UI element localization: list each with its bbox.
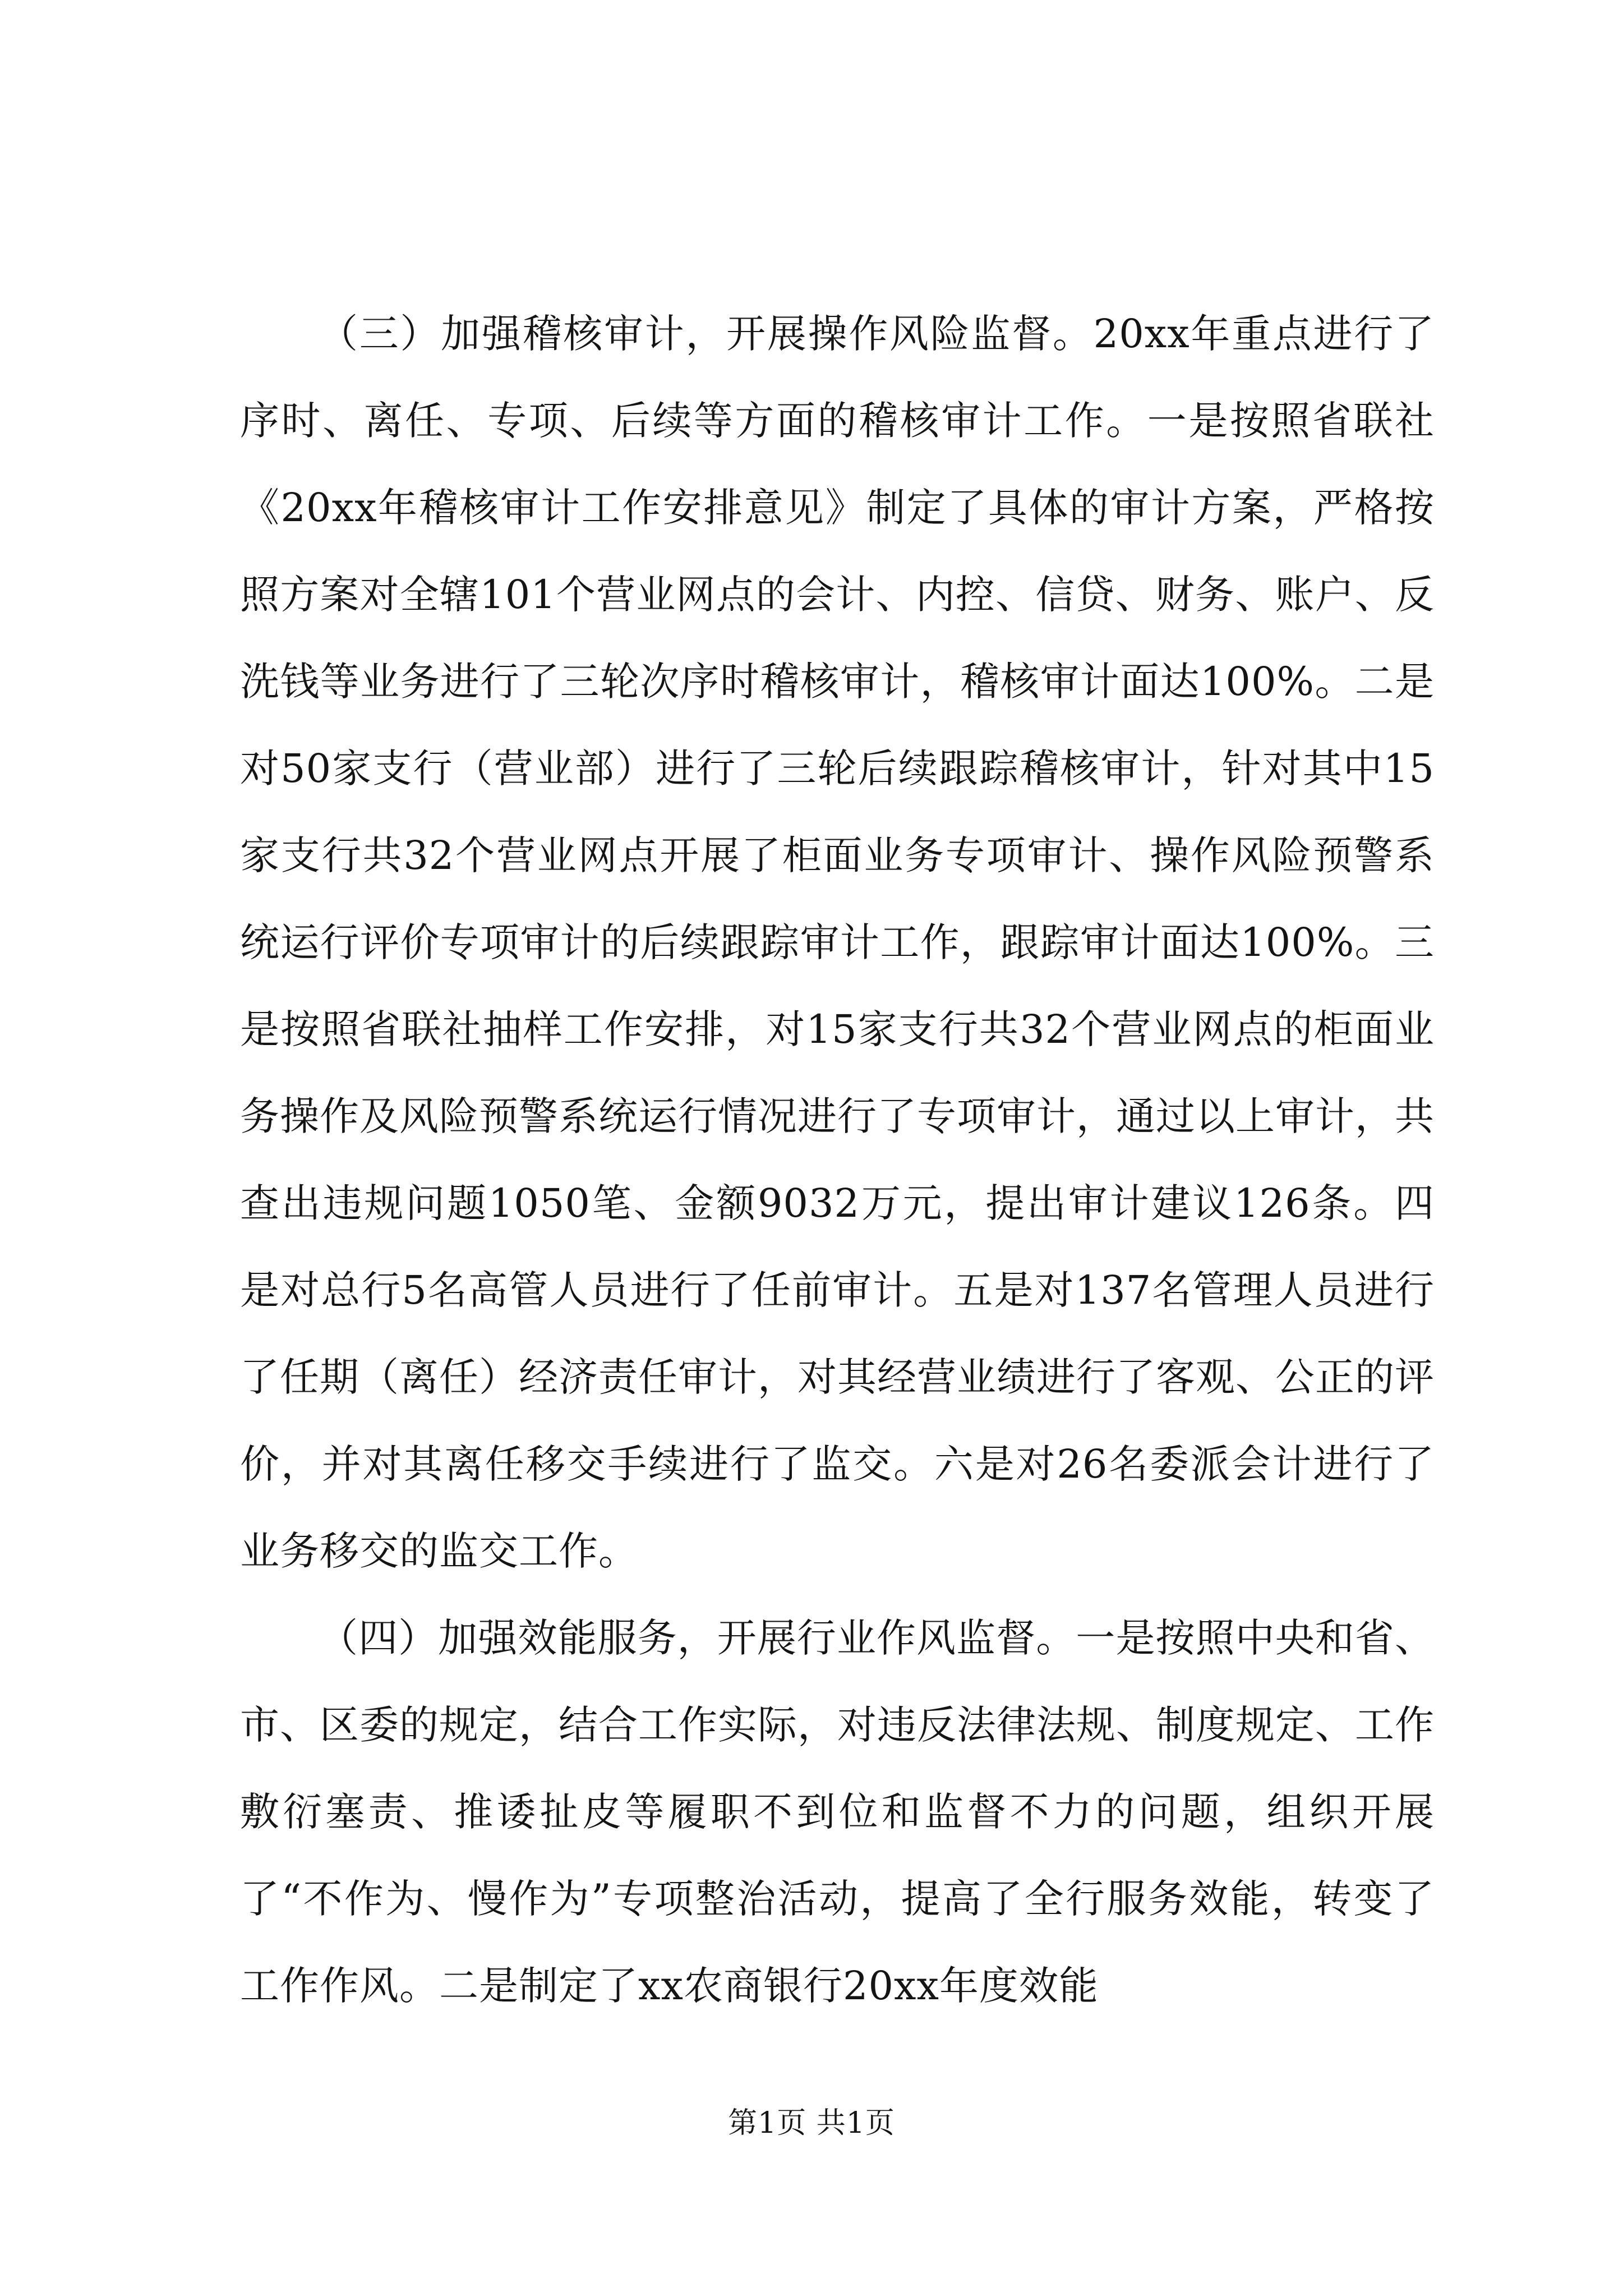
paragraph-audit: （三）加强稽核审计，开展操作风险监督。20xx年重点进行了序时、离任、专项、后续等方面的稽核审计工作。一是按照省联社《20xx年稽核审计工作安排意见》制定了具体的审计方案，严格按照方案对全辖101个营业网点的会计、内控、信贷、财务、账户、反洗钱等业务进行了三轮次序时稽核审计，稽核审计面达100%。二是对50家支行（营业部）进行了三轮后续跟踪稽核审计，针对其中15家支行共32个营业网点开展了柜面业务专项审计、操作风险预警系统运行评价专项审计的后续跟踪审计工作，跟踪审计面达100%。三是按照省联社抽样工作安排，对15家支行共32个营业网点的柜面业务操作及风险预警系统运行情况进行了专项审计，通过以上审计，共查出违规问题1050笔、金额9032万元，提出审计建议126条。四是对总行5名高管人员进行了任前审计。五是对137名管理人员进行了任期（离任）经济责任审计，对其经营业绩进行了客观、公正的评价，并对其离任移交手续进行了监交。六是对26名委派会计进行了业务移交的监交工作。 <box>240 311 1435 1574</box>
page-footer: 第1页 共1页 <box>728 2106 895 2140</box>
document-body <box>240 291 1435 2030</box>
paragraph-efficiency: （四）加强效能服务，开展行业作风监督。一是按照中央和省、市、区委的规定，结合工作实际，对违反法律法规、制度规定、工作敷衍塞责、推诿扯皮等履职不到位和监督不力的问题，组织开展了“不作为、慢作为”专项整治活动，提高了全行服务效能，转变了工作作风。二是制定了xx农商银行20xx年度效能 <box>240 1615 1435 2009</box>
